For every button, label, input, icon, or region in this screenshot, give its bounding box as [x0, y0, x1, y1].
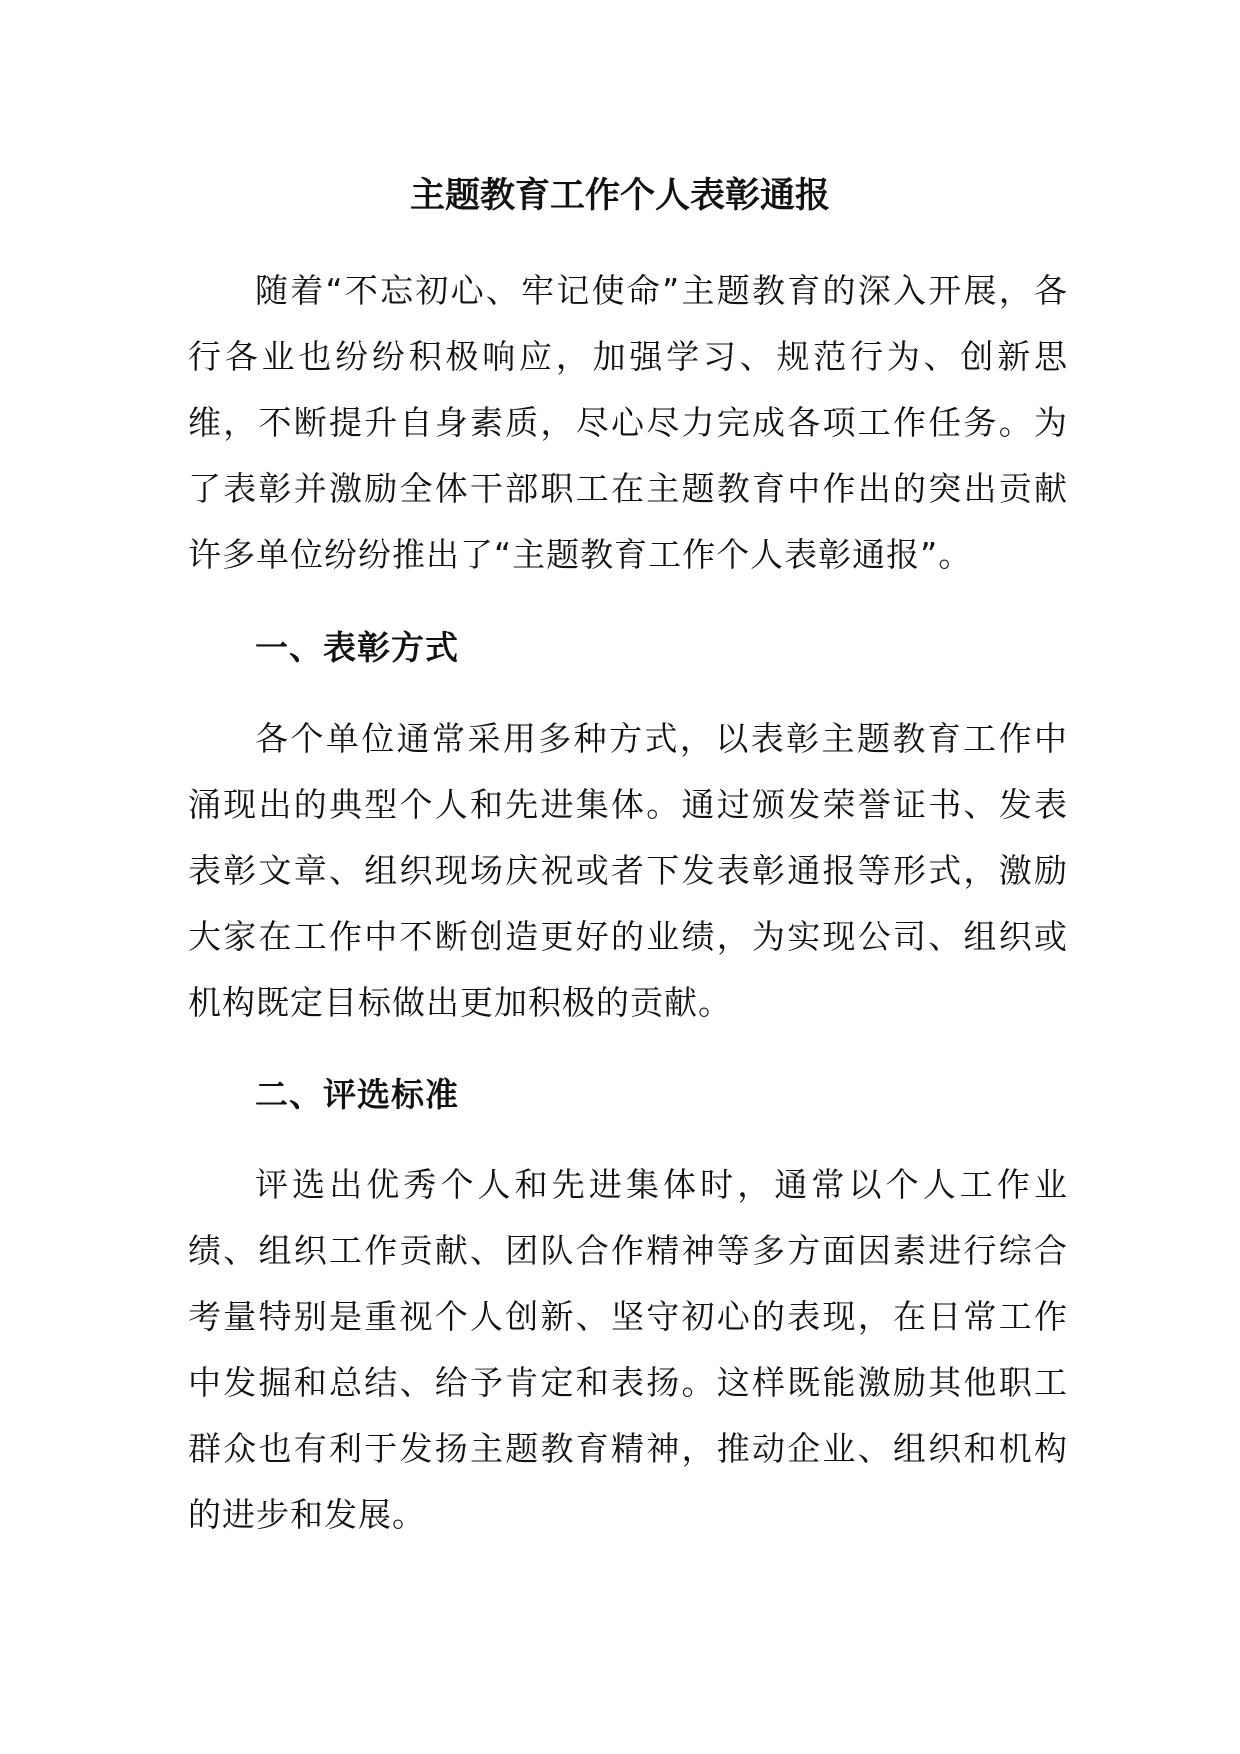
document-title: 主题教育工作个人表彰通报 [409, 176, 830, 216]
section-body-selection-criteria: 评选出优秀个人和先进集体时，通常以个人工作业绩、组织工作贡献、团队合作精神等多方面因素进行综合考量特别是重视个人创新、坚守初心的表现，在日常工作中发掘和总结、给予肯定和表扬。这样既能激励其他职工群众也有利于发扬主题教育精神，推动企业、组织和机构的进步和发展。 [188, 1165, 1068, 1534]
intro-paragraph: 随着“不忘初心、牢记使命”主题教育的深入开展，各行各业也纷纷积极响应，加强学习、规范行为、创新思维，不断提升自身素质，尽心尽力完成各项工作任务。为了表彰并激励全体干部职工在主题教育中作出的突出贡献许多单位纷纷推出了“主题教育工作个人表彰通报”。 [188, 271, 1068, 574]
section-heading-selection-criteria: 二、评选标准 [255, 1075, 459, 1114]
section-heading-commendation-methods: 一、表彰方式 [255, 628, 459, 667]
section-body-commendation-methods: 各个单位通常采用多种方式，以表彰主题教育工作中涌现出的典型个人和先进集体。通过颁发荣誉证书、发表表彰文章、组织现场庆祝或者下发表彰通报等形式，激励大家在工作中不断创造更好的业绩，为实现公司、组织或机构既定目标做出更加积极的贡献。 [188, 719, 1068, 1022]
